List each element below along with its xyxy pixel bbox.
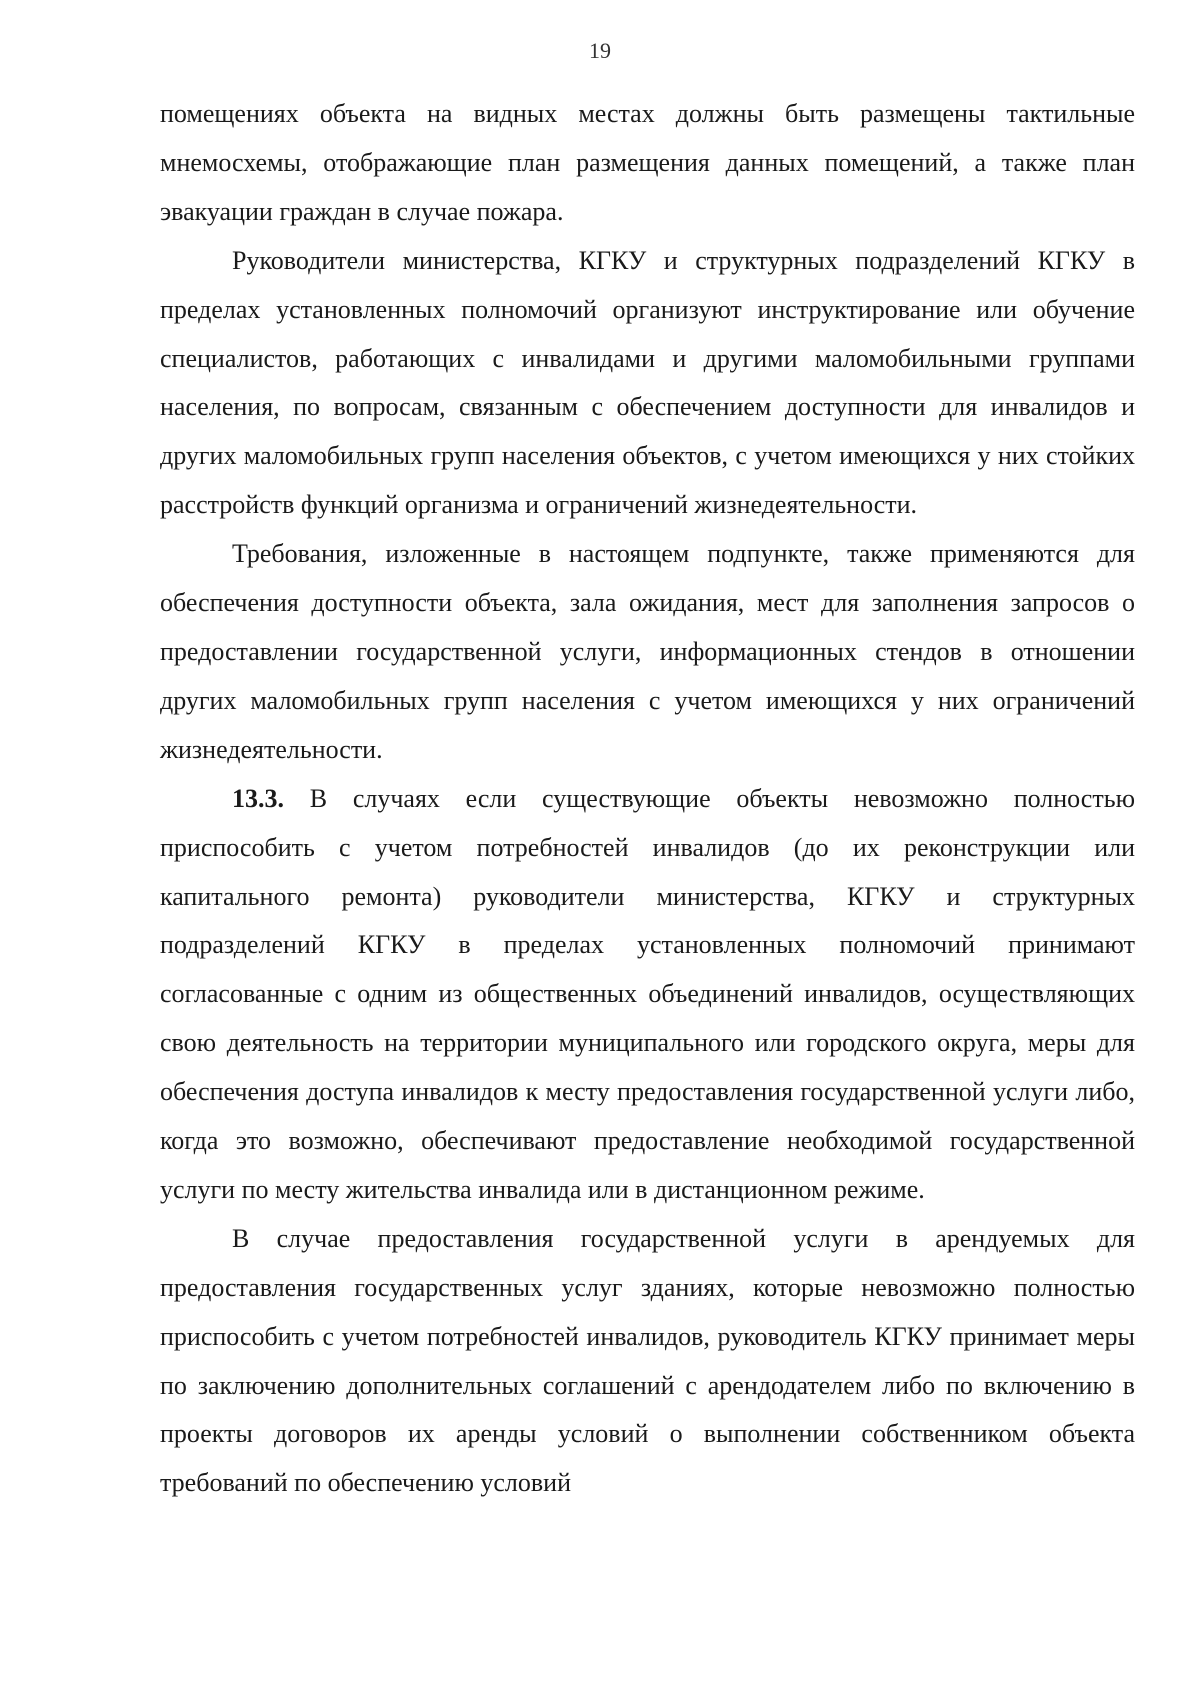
clause-text: В случаях если существующие объекты невозможно полностью приспособить с учетом потребностей инвалидов (до их реконструкции или капитального ремонта) руководители министерства, КГКУ и структурных подразделений КГКУ в пределах установленных полномочий принимают согласованные с одним из общественных объединений инвалидов, осуществляющих свою деятельность на территории муниципального или городского округа, меры для обеспечения доступа инвалидов к месту предоставления государственной услуги либо, когда это возможно, обеспечивают предоставление необходимой государственной услуги по месту жительства инвалида или в дистанционном режиме. (160, 783, 1135, 1204)
paragraph-leased-buildings: В случае предоставления государственной услуги в арендуемых для предоставления государственных услуг зданиях, которые невозможно полностью приспособить с учетом потребностей инвалидов, руководитель КГКУ принимает меры по заключению дополнительных соглашений с арендодателем либо по включению в проекты договоров их аренды условий о выполнении собственником объекта требований по обеспечению условий (160, 1223, 1135, 1498)
paragraph-13-3 (160, 775, 1135, 1215)
paragraph-training: Руководители министерства, КГКУ и структурных подразделений КГКУ в пределах установленных полномочий организуют инструктирование или обучение специалистов, работающих с инвалидами и другими маломобильными группами населения, по вопросам, связанным с обеспечением доступности для инвалидов и других маломобильных групп населения объектов, с учетом имеющихся у них стойких расстройств функций организма и ограничений жизнедеятельности. (160, 245, 1135, 520)
paragraph-continuation: помещениях объекта на видных местах должны быть размещены тактильные мнемосхемы, отображающие план размещения данных помещений, а также план эвакуации граждан в случае пожара. (160, 99, 1135, 226)
paragraph-requirements: Требования, изложенные в настоящем подпункте, также применяются для обеспечения доступности объекта, зала ожидания, мест для заполнения запросов о предоставлении государственной услуги, информационных стендов в отношении других маломобильных групп населения с учетом имеющихся у них ограничений жизнедеятельности. (160, 539, 1135, 764)
clause-number: 13.3. (232, 783, 284, 813)
page-number: 19 (589, 38, 611, 63)
document-body (160, 90, 1135, 1508)
